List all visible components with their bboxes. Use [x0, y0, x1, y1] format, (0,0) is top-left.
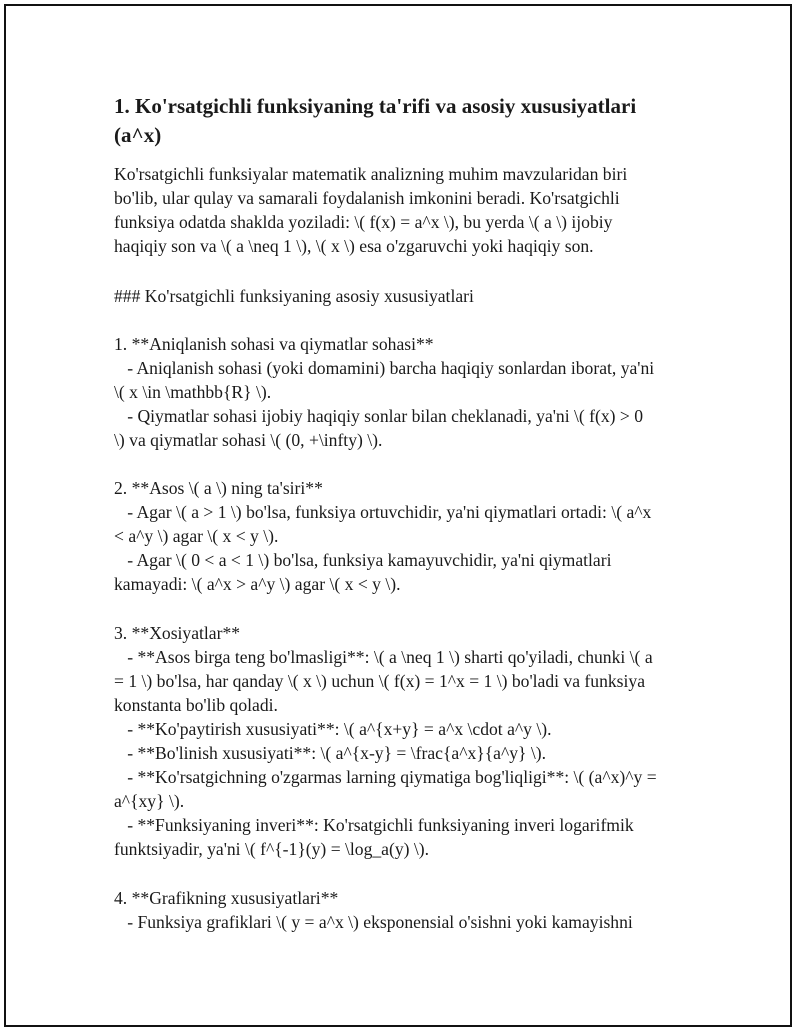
document-title: 1. Ko'rsatgichli funksiyaning ta'rifi va asosiy xususiyatlari (a^x) [114, 94, 637, 147]
list-item-heading: 3. **Xosiyatlar** [114, 623, 241, 643]
body-line: haqiqiy son va \( a \neq 1 \), \( x \) esa o'zgaruvchi yoki haqiqiy son. [114, 236, 594, 256]
body-line: \) va qiymatlar sohasi \( (0, +\infty) \). [114, 430, 383, 450]
body-line: Ko'rsatgichli funksiyalar matematik analizning muhim mavzularidan biri [114, 164, 628, 184]
body-line: funksiya odatda shaklda yoziladi: \( f(x) = a^x \), bu yerda \( a \) ijobiy [114, 212, 613, 232]
section-heading: ### Ko'rsatgichli funksiyaning asosiy xususiyatlari [114, 286, 474, 306]
body-line: konstanta bo'lib qoladi. [114, 695, 278, 715]
body-line: - **Asos birga teng bo'lmasligi**: \( a \neq 1 \) sharti qo'yiladi, chunki \( a [114, 647, 653, 667]
list-item-heading: 1. **Aniqlanish sohasi va qiymatlar sohasi** [114, 334, 434, 354]
body-line: = 1 \) bo'lsa, har qanday \( x \) uchun \( f(x) = 1^x = 1 \) bo'ladi va funksiya [114, 671, 645, 691]
body-line: - Funksiya grafiklari \( y = a^x \) eksponensial o'sishni yoki kamayishni [114, 912, 633, 932]
body-line: - **Ko'rsatgichning o'zgarmas larning qiymatiga bog'liqligi**: \( (a^x)^y = [114, 767, 657, 787]
body-line: < a^y \) agar \( x < y \). [114, 526, 279, 546]
body-line: - **Ko'paytirish xususiyati**: \( a^{x+y} = a^x \cdot a^y \). [114, 719, 552, 739]
body-line: funktsiyadir, ya'ni \( f^{-1}(y) = \log_a(y) \). [114, 839, 430, 859]
body-line: bo'lib, ular qulay va samarali foydalanish imkonini beradi. Ko'rsatgichli [114, 188, 620, 208]
body-line: a^{xy} \). [114, 791, 185, 811]
body-line: - Agar \( 0 < a < 1 \) bo'lsa, funksiya kamayuvchidir, ya'ni qiymatlari [114, 550, 612, 570]
body-line: - **Funksiyaning inveri**: Ko'rsatgichli funksiyaning inveri logarifmik [114, 815, 634, 835]
body-line: - **Bo'linish xususiyati**: \( a^{x-y} = \frac{a^x}{a^y} \). [114, 743, 547, 763]
body-line: - Aniqlanish sohasi (yoki domamini) barcha haqiqiy sonlardan iborat, ya'ni [114, 358, 655, 378]
body-line: - Qiymatlar sohasi ijobiy haqiqiy sonlar bilan cheklanadi, ya'ni \( f(x) > 0 [114, 406, 644, 426]
body-line: - Agar \( a > 1 \) bo'lsa, funksiya ortuvchidir, ya'ni qiymatlari ortadi: \( a^x [114, 502, 652, 522]
list-item-heading: 4. **Grafikning xususiyatlari** [114, 888, 339, 908]
body-line: kamayadi: \( a^x > a^y \) agar \( x < y \). [114, 574, 401, 594]
body-line: \( x \in \mathbb{R} \). [114, 382, 272, 402]
list-item-heading: 2. **Asos \( a \) ning ta'siri** [114, 478, 323, 498]
